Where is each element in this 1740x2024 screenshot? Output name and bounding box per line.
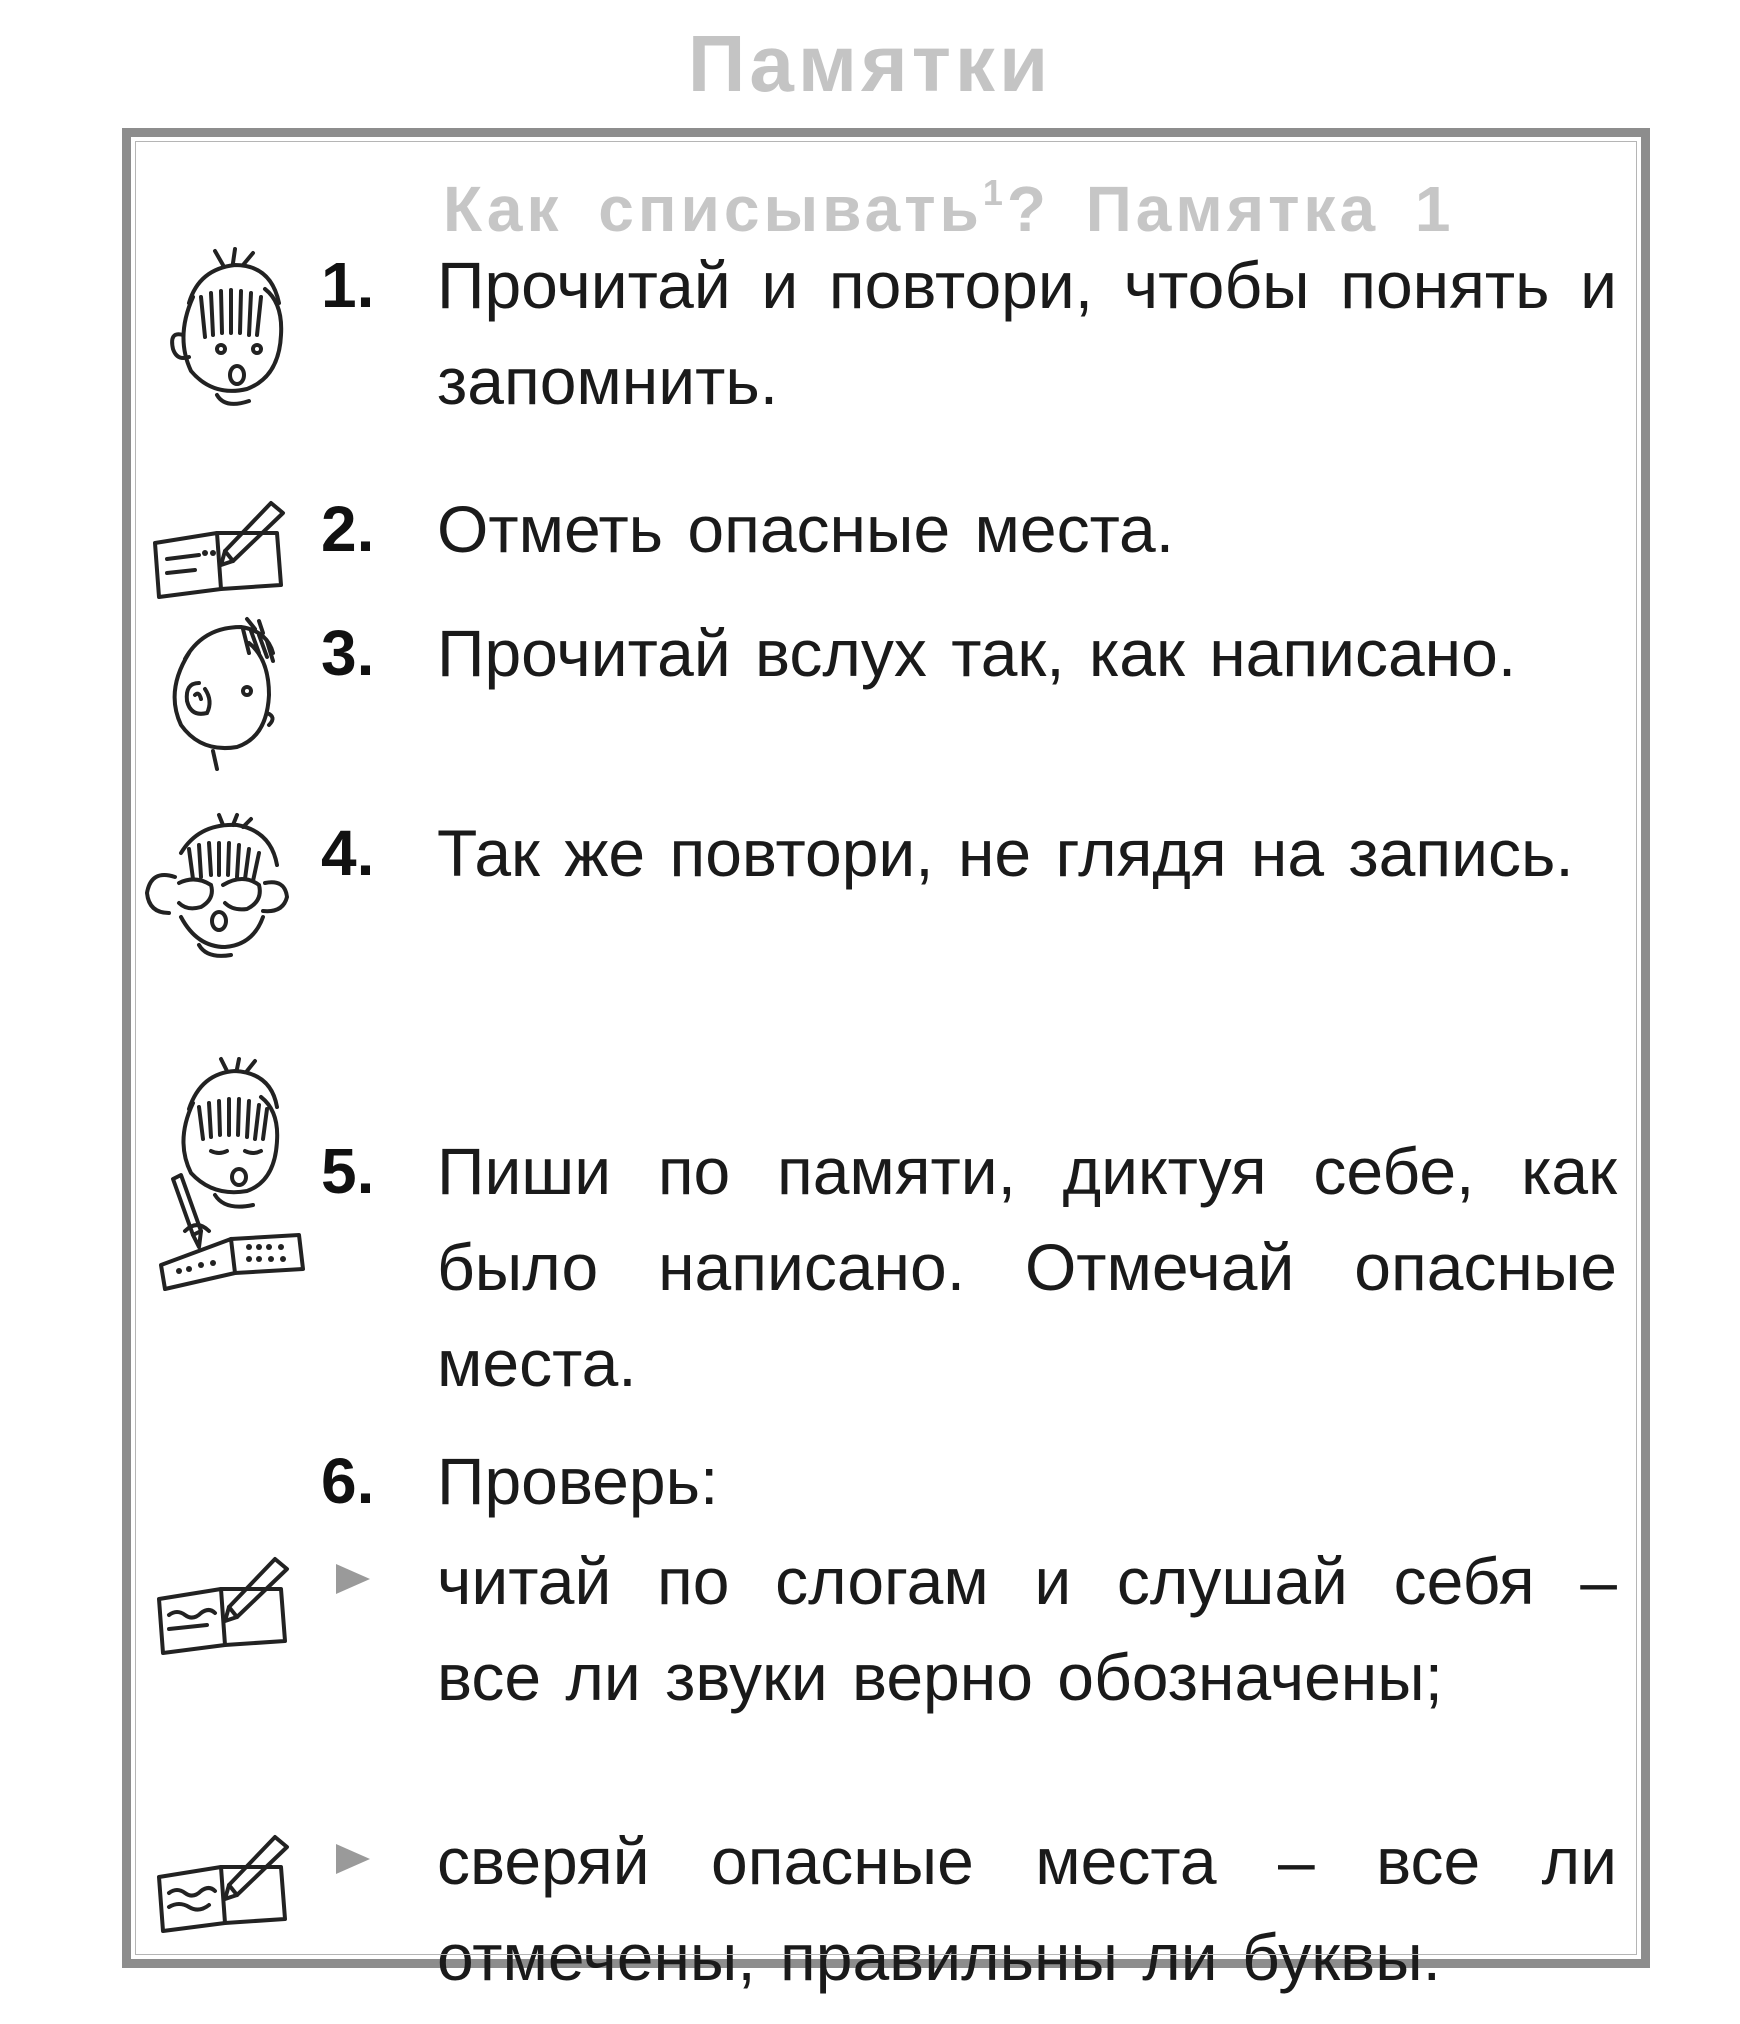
page-heading: Памятки bbox=[687, 19, 1053, 108]
listening-boy-icon bbox=[155, 613, 295, 773]
notebook-pencil-icon bbox=[151, 493, 301, 603]
step-4-number: 4. bbox=[321, 817, 375, 889]
memo-title-suffix: ? Памятка 1 bbox=[1006, 173, 1455, 245]
step-6-text: Проверь: bbox=[437, 1444, 719, 1518]
memo-box bbox=[122, 128, 1650, 1994]
step-3-text: Прочитай вслух так, как написано. bbox=[437, 616, 1517, 690]
step-4-text: Так же повтори, не глядя на запись. bbox=[437, 816, 1574, 890]
check-1-notebook-icon bbox=[155, 1549, 305, 1659]
step-6-number: 6. bbox=[321, 1445, 375, 1517]
check-1-bullet bbox=[336, 1564, 370, 1594]
check-2-text: сверяй опасные места – все ли отмечены, правильны ли буквы. bbox=[437, 1824, 1617, 1994]
footnote-marker: 1 bbox=[982, 172, 1007, 213]
step-3-number: 3. bbox=[321, 617, 375, 689]
speaking-boy-icon bbox=[153, 245, 303, 415]
eyes-covered-boy-icon bbox=[139, 813, 299, 963]
step-2-number: 2. bbox=[321, 493, 375, 565]
check-2-notebook-icon bbox=[155, 1827, 305, 1937]
step-1-number: 1. bbox=[321, 249, 375, 321]
writing-boy-icon bbox=[153, 1059, 323, 1289]
step-1-text: Прочитай и повтори, чтобы понять и запомнить. bbox=[437, 248, 1617, 418]
check-2-bullet bbox=[336, 1844, 370, 1874]
step-5-number: 5. bbox=[321, 1135, 375, 1207]
check-1-text: читай по слогам и слушай себя – все ли звуки верно обозначены; bbox=[437, 1544, 1617, 1714]
step-5-text: Пиши по памяти, диктуя себе, как было написано. Отмечай опасные места. bbox=[437, 1134, 1617, 1400]
memo-title-text: Как списывать bbox=[443, 173, 983, 245]
step-2-text: Отметь опасные места. bbox=[437, 492, 1175, 566]
